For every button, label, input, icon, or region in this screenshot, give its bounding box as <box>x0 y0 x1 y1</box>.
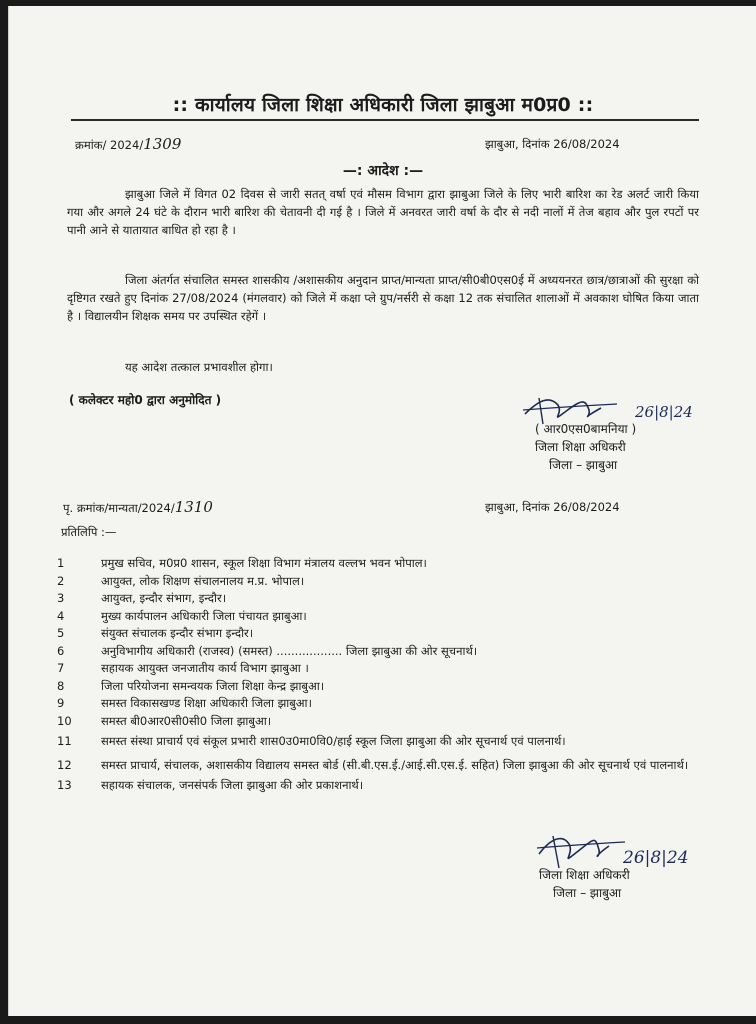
signatory-designation-1: जिला शिक्षा अधिकरी <box>535 440 626 454</box>
title-underline <box>71 119 699 121</box>
endorsement-ref-prefix: पृ. क्रमांक/मान्यता/2024/ <box>63 501 175 515</box>
approval-note: ( कलेक्टर महो0 द्वारा अनुमोदित ) <box>69 393 222 407</box>
list-item: 12 समस्त प्राचार्य, संचालक, अशासकीय विद्यालय समस्त बोर्ड (सी.बी.एस.ई./आई.सी.एस.ई. सहित) जिला झाबुआ की ओर सूचनार्थ एवं पालनार्थ। <box>57 757 689 772</box>
document-page <box>8 6 756 1016</box>
list-item: 3 आयुक्त, इन्दौर संभाग, इन्दौर। <box>57 591 227 605</box>
office-title: :: कार्यालय जिला शिक्षा अधिकारी जिला झाबुआ म0प्र0 :: <box>172 94 594 116</box>
list-item: 5 संयुक्त संचालक इन्दौर संभाग इन्दौर। <box>57 626 254 640</box>
signatory-district-1: जिला – झाबुआ <box>549 458 618 472</box>
signature-1-date: 26|8|24 <box>635 403 693 421</box>
list-item: 9 समस्त विकासखण्ड शिक्षा अधिकारी जिला झाबुआ। <box>57 696 312 710</box>
list-item: 11 समस्त संस्था प्राचार्य एवं संकूल प्रभारी शास0उ0मा0वि0/हाई स्कूल जिला झाबुआ की ओर सूचनार्थ एवं पालनार्थ। <box>57 734 566 748</box>
signatory-designation-2: जिला शिक्षा अधिकरी <box>539 868 630 882</box>
list-item: 7 सहायक आयुक्त जनजातीय कार्य विभाग झाबुआ । <box>57 661 309 675</box>
paragraph-1: झाबुआ जिले में विगत 02 दिवस से जारी सतत् वर्षा एवं मौसम विभाग द्वारा झाबुआ जिले के लिए भारी बारिश का रेड अलर्ट जारी किया गया और अगले 24 घंटे के दौरान भारी बारिश की चेतावनी दी गई है । जिले में अनवरत जारी वर्षा के दौर से नदी नालों में तेज बहाव और पुल रपटों पर पानी आने से यातायात बाधित हो रहा है । <box>67 187 699 237</box>
copy-to-label: प्रतिलिपि :— <box>61 525 117 539</box>
list-item: 13 सहायक संचालक, जनसंपर्क जिला झाबुआ की ओर प्रकाशनार्थ। <box>57 778 364 792</box>
endorsement-ref <box>63 498 213 516</box>
order-ref <box>75 135 181 153</box>
order-place-date: झाबुआ, दिनांक 26/08/2024 <box>485 137 620 151</box>
list-item: 10 समस्त बी0आर0सी0सी0 जिला झाबुआ। <box>57 713 272 728</box>
order-ref-prefix: क्रमांक/ 2024/ <box>75 138 144 152</box>
list-item: 4 मुख्य कार्यपालन अधिकारी जिला पंचायत झाबुआ। <box>57 608 307 623</box>
endorsement-handwritten-number: 1310 <box>174 498 213 516</box>
endorsement-place-date: झाबुआ, दिनांक 26/08/2024 <box>485 500 620 514</box>
list-item: 2 आयुक्त, लोक शिक्षण संचालनालय म.प्र. भोपाल। <box>57 573 305 588</box>
list-item: 1 प्रमुख सचिव, म0प्र0 शासन, स्कूल शिक्षा विभाग मंत्रालय वल्लभ भवन भोपाल। <box>57 556 427 570</box>
signatory-name: ( आर0एस0बामनिया ) <box>535 422 637 436</box>
order-handwritten-number: 1309 <box>143 135 182 153</box>
signature-2-date: 26|8|24 <box>623 848 689 868</box>
list-item: 8 जिला परियोजना समन्वयक जिला शिक्षा केन्द्र झाबुआ। <box>57 678 325 693</box>
order-heading: —: आदेश :— <box>342 163 424 179</box>
signatory-district-2: जिला – झाबुआ <box>553 886 622 900</box>
copy-list <box>57 555 717 795</box>
paragraph-3: यह आदेश तत्काल प्रभावशील होगा। <box>125 360 273 374</box>
list-item: 6 अनुविभागीय अधिकारी (राजस्व) (समस्त) .................. जिला झाबुआ की ओर सूचनार्थ। <box>57 643 478 658</box>
paragraph-2: जिला अंतर्गत संचालित समस्त शासकीय /अशासकीय अनुदान प्राप्त/मान्यता प्राप्त/सी0बी0एस0ई में अध्ययनरत छात्र/छात्राओं की सुरक्षा को दृष्टिगत रखते हुए दिनांक 27/08/2024 (मंगलवार) को जिले में कक्षा प्ले ग्रुप/नर्सरी से कक्षा 12 तक संचालित शालाओं में अवकाश घोषित किया जाता है । विद्यालयीन शिक्षक समय पर उपस्थित रहेगें । <box>67 273 699 323</box>
